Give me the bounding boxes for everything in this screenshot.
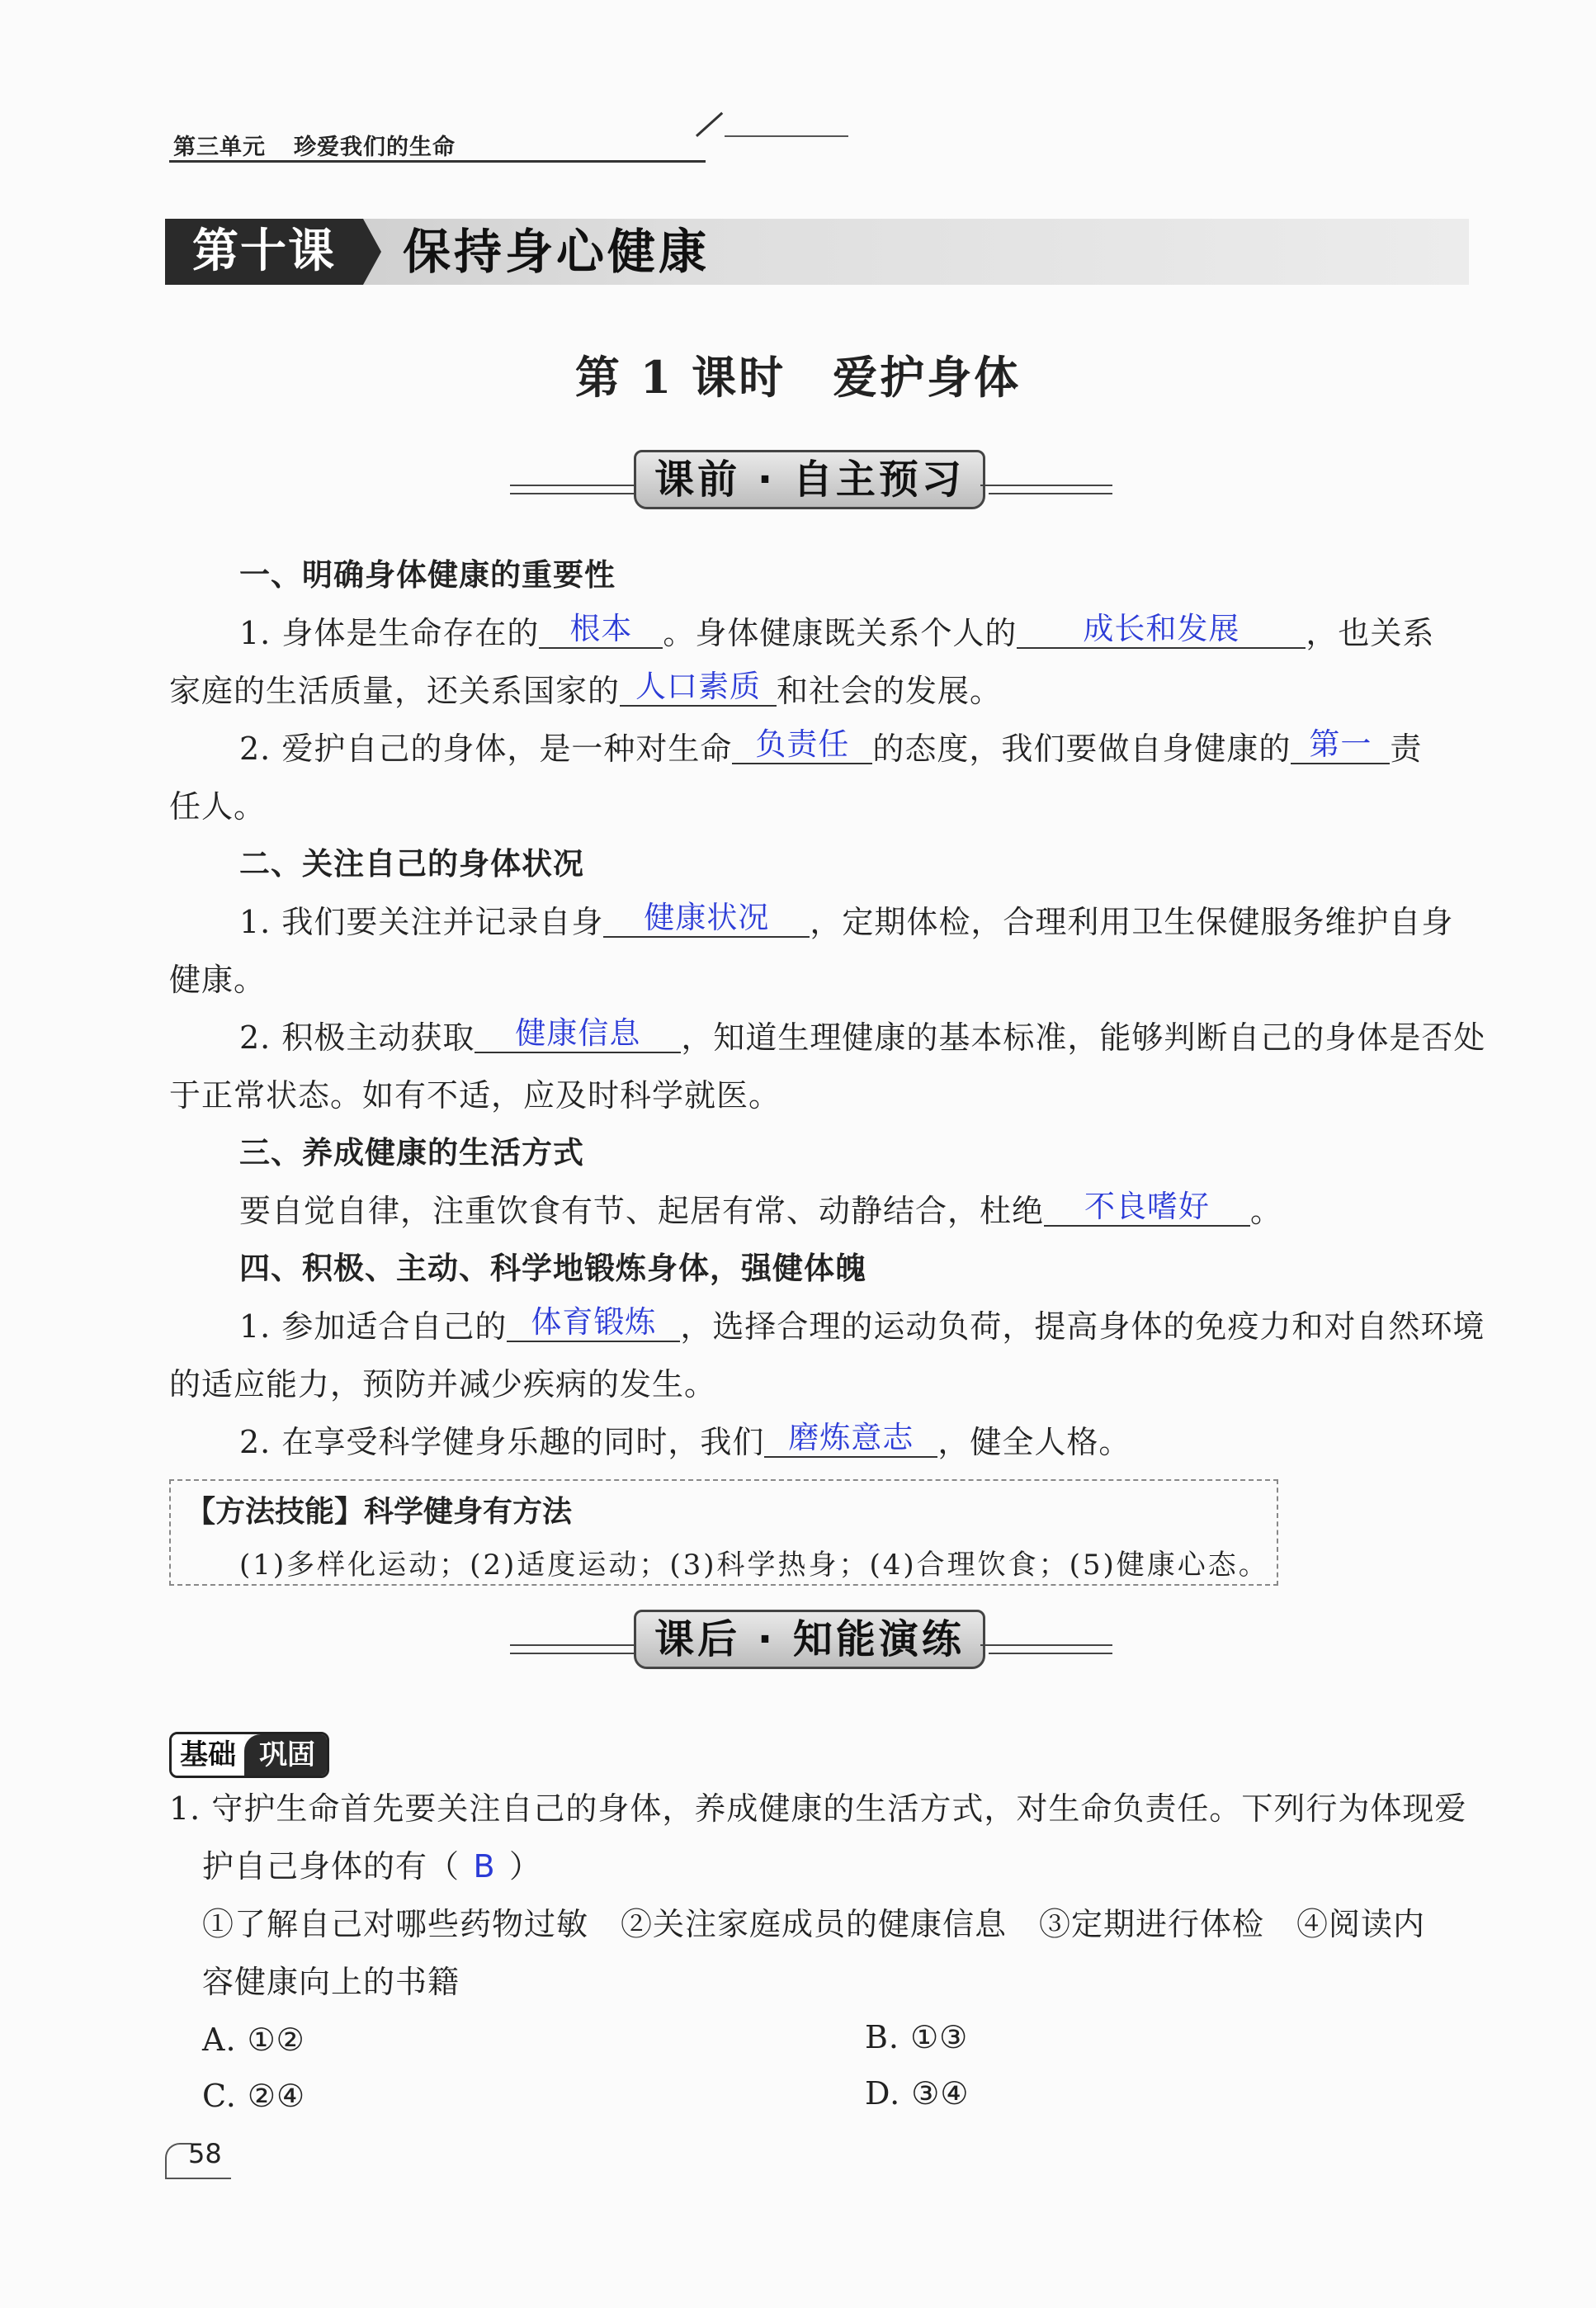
tag-part-basic: 基础 bbox=[172, 1734, 244, 1776]
part1-heading: 一、明确身体健康的重要性 bbox=[239, 557, 616, 593]
part4-q1-line2: 的适应能力，预防并减少疾病的发生。 bbox=[169, 1366, 717, 1402]
answer-blank[interactable]: 人口素质 bbox=[620, 669, 777, 707]
question1-items-line1: ①了解自己对哪些药物过敏 ②关注家庭成员的健康信息 ③定期进行体检 ④阅读内 bbox=[202, 1906, 1426, 1942]
page-number-rule bbox=[165, 2178, 231, 2179]
part2-q2-line2: 于正常状态。如有不适，应及时科学就医。 bbox=[169, 1077, 781, 1114]
answer-blank[interactable]: 健康状况 bbox=[603, 900, 810, 938]
answer-blank[interactable]: 磨炼意志 bbox=[764, 1420, 937, 1458]
part3-q1-line: 要自觉自律，注重饮食有节、起居有常、动静结合，杜绝 不良嗜好 。 bbox=[239, 1189, 1283, 1229]
question1-stem-line2: 护自己身体的有（ B ） bbox=[202, 1846, 541, 1887]
lesson-label: 第十课 bbox=[165, 219, 363, 285]
method-tip-title: 【方法技能】科学健身有方法 bbox=[186, 1495, 573, 1529]
option-b[interactable]: B. ①③ bbox=[865, 2019, 969, 2055]
section-banner-after: 课后 · 知能演练 bbox=[634, 1610, 985, 1669]
part4-q2-line: 2. 在享受科学健身乐趣的同时，我们 磨炼意志 ，健全人格。 bbox=[239, 1420, 1131, 1460]
part2-q1-line2: 健康。 bbox=[169, 962, 267, 998]
answer-blank[interactable]: 不良嗜好 bbox=[1044, 1189, 1250, 1227]
part1-q1-line1: 1. 身体是生命存在的 根本 。身体健康既关系个人的 成长和发展 ，也关系 bbox=[239, 611, 1435, 651]
section-line-left bbox=[510, 1653, 634, 1654]
section-line-right bbox=[980, 1644, 1112, 1646]
option-c[interactable]: C. ②④ bbox=[202, 2078, 306, 2114]
tag-part-consolidate: 巩固 bbox=[244, 1734, 327, 1776]
question1-answer[interactable]: B bbox=[473, 1848, 496, 1885]
section-line-right bbox=[980, 485, 1112, 486]
question1-stem-line1: 1. 守护生命首先要关注自己的身体，养成健康的生活方式，对生命负责任。下列行为体现爱 bbox=[169, 1790, 1467, 1827]
period-title: 第 1 课时 爱护身体 bbox=[574, 351, 1022, 404]
basic-consolidation-tag bbox=[169, 1732, 329, 1778]
page-number: 58 bbox=[188, 2138, 222, 2169]
unit-title: 珍爱我们的生命 bbox=[294, 135, 456, 160]
part2-q1-line1: 1. 我们要关注并记录自身 健康状况 ，定期体检，合理利用卫生保健服务维护自身 bbox=[239, 900, 1454, 940]
option-a[interactable]: A. ①② bbox=[202, 2022, 305, 2058]
section-line-right bbox=[989, 493, 1112, 494]
part4-heading: 四、积极、主动、科学地锻炼身体，强健体魄 bbox=[239, 1251, 866, 1286]
method-tip-text: (1)多样化运动；(2)适度运动；(3)科学热身；(4)合理饮食；(5)健康心态。 bbox=[239, 1549, 1269, 1582]
section-banner-before: 课前 · 自主预习 bbox=[634, 450, 985, 509]
header-rule bbox=[169, 160, 706, 163]
section-line-left bbox=[510, 1644, 642, 1646]
lesson-arrow-icon bbox=[363, 219, 381, 285]
part3-heading: 三、养成健康的生活方式 bbox=[239, 1135, 584, 1171]
section-line-left bbox=[510, 485, 642, 486]
answer-blank[interactable]: 成长和发展 bbox=[1017, 611, 1306, 649]
part1-q2-line2: 任人。 bbox=[169, 788, 267, 825]
part4-q1-line1: 1. 参加适合自己的 体育锻炼 ，选择合理的运动负荷，提高身体的免疫力和对自然环境 bbox=[239, 1304, 1485, 1345]
option-d[interactable]: D. ③④ bbox=[865, 2075, 970, 2112]
answer-blank[interactable]: 负责任 bbox=[732, 726, 872, 764]
running-header bbox=[173, 129, 456, 161]
lesson-title: 保持身心健康 bbox=[403, 224, 711, 280]
part2-heading: 二、关注自己的身体状况 bbox=[239, 846, 584, 882]
header-rule-right bbox=[725, 135, 848, 137]
answer-blank[interactable]: 第一 bbox=[1291, 726, 1390, 764]
part2-q2-line1: 2. 积极主动获取 健康信息 ，知道生理健康的基本标准，能够判断自己的身体是否处 bbox=[239, 1015, 1486, 1056]
unit-label: 第三单元 bbox=[173, 135, 266, 160]
part1-q2-line1: 2. 爱护自己的身体，是一种对生命 负责任 的态度，我们要做自身健康的 第一 责 bbox=[239, 726, 1423, 767]
answer-blank[interactable]: 体育锻炼 bbox=[507, 1304, 680, 1342]
answer-blank[interactable]: 根本 bbox=[539, 611, 663, 649]
question1-items-line2: 容健康向上的书籍 bbox=[202, 1964, 460, 2000]
section-line-right bbox=[989, 1653, 1112, 1654]
answer-blank[interactable]: 健康信息 bbox=[475, 1015, 681, 1053]
section-line-left bbox=[510, 493, 634, 494]
part1-q1-line2: 家庭的生活质量，还关系国家的 人口素质 和社会的发展。 bbox=[169, 669, 1003, 709]
header-slant-line bbox=[696, 112, 723, 137]
